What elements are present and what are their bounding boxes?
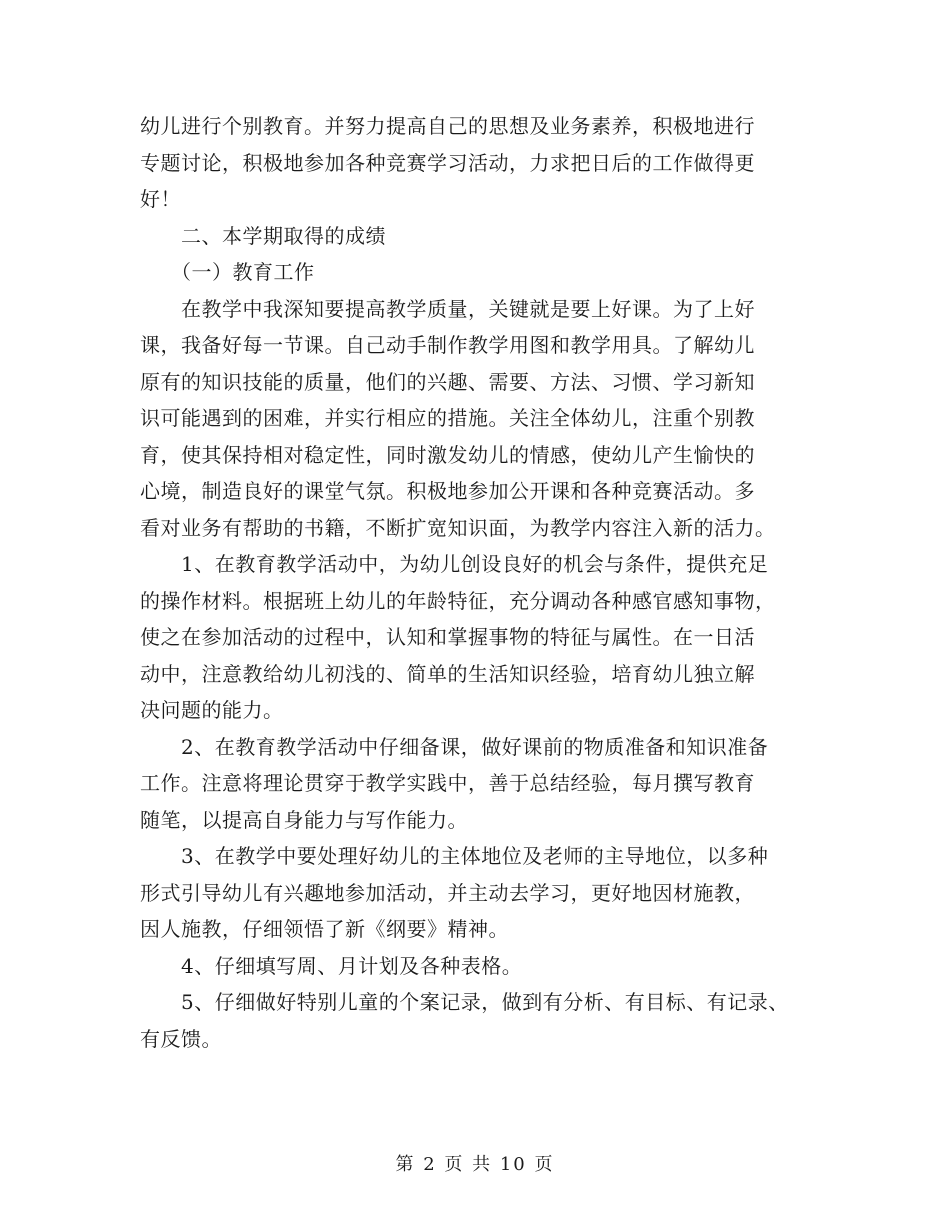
section-heading: 二、本学期取得的成绩 bbox=[140, 223, 386, 248]
text-line: 2、在教育教学活动中仔细备课，做好课前的物质准备和知识准备 bbox=[140, 734, 769, 759]
text-line: 决问题的能力。 bbox=[140, 698, 284, 722]
text-line: 专题讨论，积极地参加各种竞赛学习活动，力求把日后的工作做得更 bbox=[140, 150, 755, 175]
text-line: 在教学中我深知要提高教学质量，关键就是要上好课。为了上好 bbox=[140, 296, 755, 321]
document-body bbox=[140, 108, 810, 1057]
subsection-heading: （一）教育工作 bbox=[140, 260, 315, 284]
text-line: 心境，制造良好的课堂气氛。积极地参加公开课和各种竞赛活动。多 bbox=[140, 479, 755, 503]
text-line: 原有的知识技能的质量，他们的兴趣、需要、方法、习惯、学习新知 bbox=[140, 369, 755, 394]
text-line: 1、在教育教学活动中，为幼儿创设良好的机会与条件，提供充足 bbox=[140, 552, 769, 576]
text-line: 使之在参加活动的过程中，认知和掌握事物的特征与属性。在一日活 bbox=[140, 625, 755, 649]
text-line: 有反馈。 bbox=[140, 1026, 222, 1051]
text-line: 动中，注意教给幼儿初浅的、简单的生活知识经验，培育幼儿独立解 bbox=[140, 661, 755, 686]
text-line: 工作。注意将理论贯穿于教学实践中，善于总结经验，每月撰写教育 bbox=[140, 771, 755, 795]
text-line: 看对业务有帮助的书籍，不断扩宽知识面，为教学内容注入新的活力。 bbox=[140, 515, 776, 540]
text-line: 5、仔细做好特别儿童的个案记录，做到有分析、有目标、有记录、 bbox=[140, 990, 789, 1014]
text-line: 4、仔细填写周、月计划及各种表格。 bbox=[140, 953, 523, 978]
text-line: 好！ bbox=[140, 187, 181, 211]
text-line: 幼儿进行个别教育。并努力提高自己的思想及业务素养，积极地进行 bbox=[140, 114, 755, 138]
text-line: 3、在教学中要处理好幼儿的主体地位及老师的主导地位，以多种 bbox=[140, 844, 769, 868]
text-line: 识可能遇到的困难，并实行相应的措施。关注全体幼儿，注重个别教 bbox=[140, 406, 755, 430]
text-line: 形式引导幼儿有兴趣地参加活动，并主动去学习，更好地因材施教， bbox=[140, 880, 755, 905]
text-line: 随笔，以提高自身能力与写作能力。 bbox=[140, 807, 468, 832]
text-line: 课，我备好每一节课。自己动手制作教学用图和教学用具。了解幼儿 bbox=[140, 333, 755, 357]
text-line: 因人施教，仔细领悟了新《纲要》精神。 bbox=[140, 917, 509, 941]
text-line: 育，使其保持相对稳定性，同时激发幼儿的情感，使幼儿产生愉快的 bbox=[140, 442, 755, 467]
text-line: 的操作材料。根据班上幼儿的年龄特征，充分调动各种感官感知事物， bbox=[140, 588, 776, 613]
page-number-footer: 第 2 页 共 10 页 bbox=[395, 1154, 555, 1175]
